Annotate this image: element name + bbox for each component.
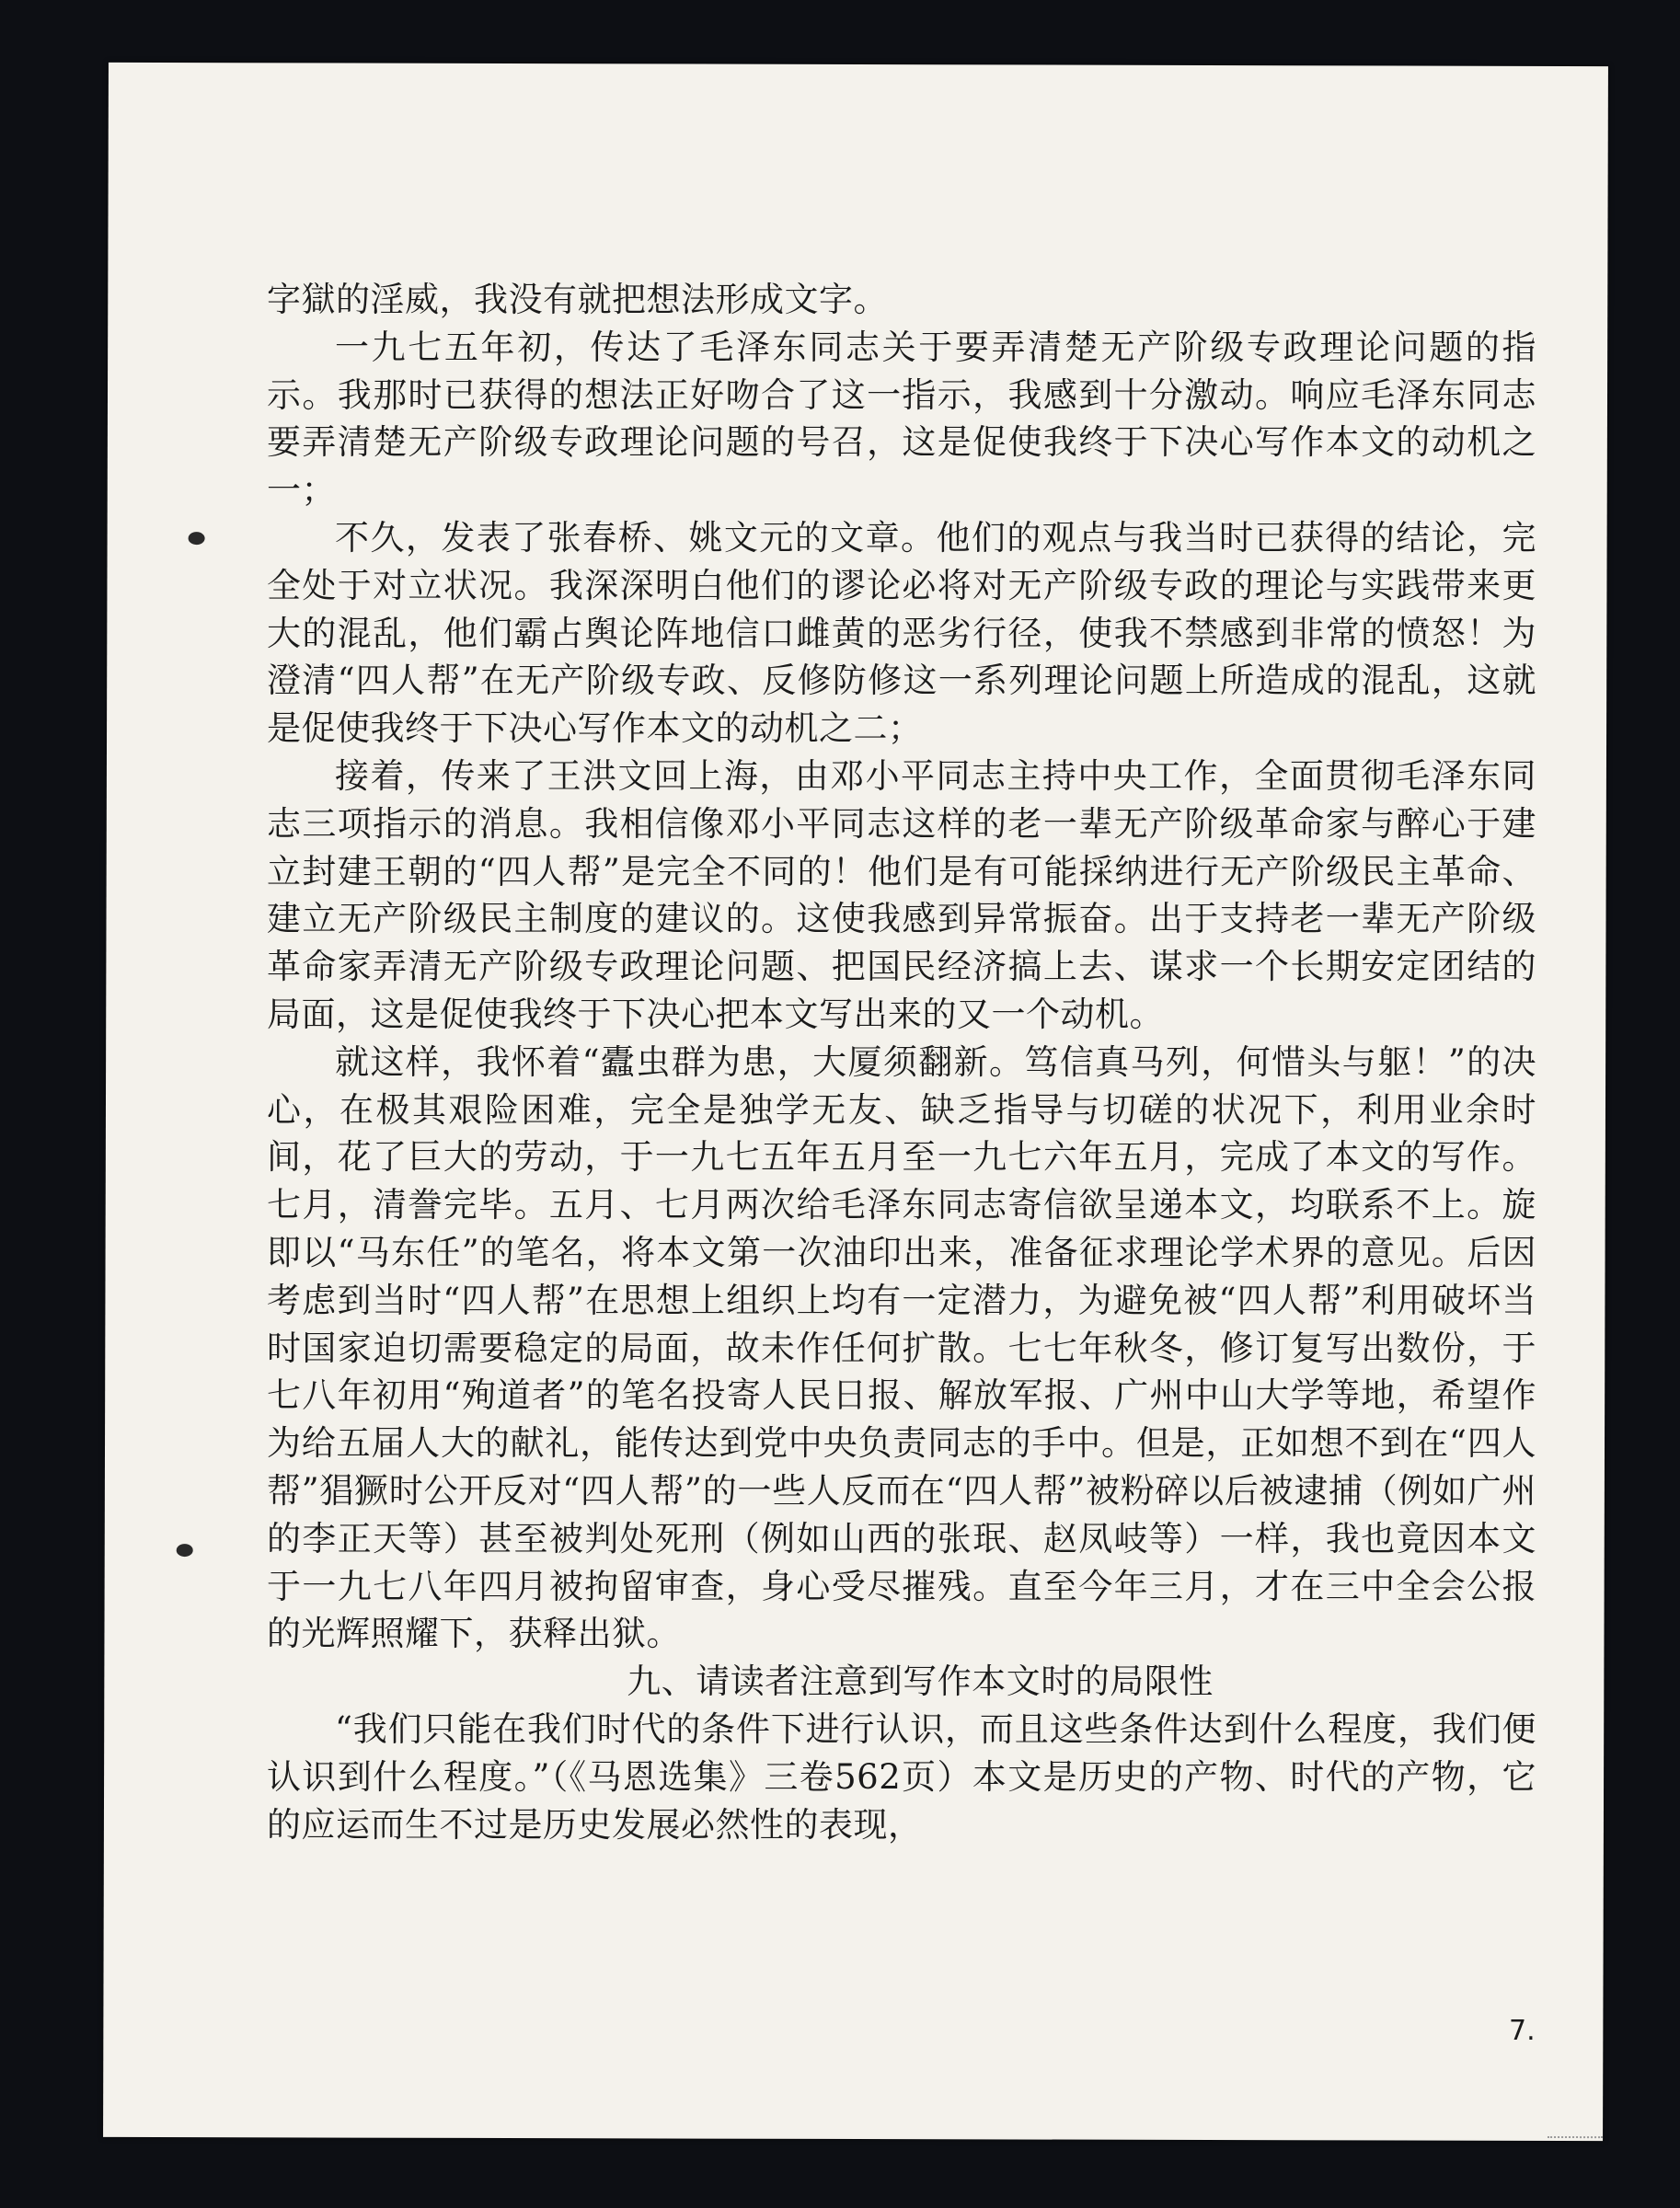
closing-paragraph: “我们只能在我们时代的条件下进行认识，而且这些条件达到什么程度，我们便认识到什么程度。”（《马恩选集》三卷562页）本文是历史的产物、时代的产物，它的应运而生不过是历史发展必然性的表现， bbox=[267, 1708, 1536, 1845]
paragraph: 一九七五年初，传达了毛泽东同志关于要弄清楚无产阶级专政理论问题的指示。我那时已获得的想法正好吻合了这一指示，我感到十分激动。响应毛泽东同志要弄清楚无产阶级专政理论问题的号召，这是促使我终于下决心写作本文的动机之一； bbox=[267, 327, 1536, 511]
punch-hole bbox=[189, 532, 205, 545]
page-number: 7. bbox=[1509, 2015, 1536, 2047]
paragraph: 接着，传来了王洪文回上海，由邓小平同志主持中央工作，全面贯彻毛泽东同志三项指示的消息。我相信像邓小平同志这样的老一辈无产阶级革命家与醉心于建立封建王朝的“四人帮”是完全不同的！他们是有可能採纳进行无产阶级民主革命、建立无产阶级民主制度的建议的。这使我感到异常振奋。出于支持老一辈无产阶级革命家弄清无产阶级专政理论问题、把国民经济搞上去、谋求一个长期安定团结的局面，这是促使我终于下决心把本文写出来的又一个动机。 bbox=[267, 755, 1536, 1034]
paragraph: 字獄的淫威，我没有就把想法形成文字。 bbox=[267, 280, 888, 319]
paragraph: 不久，发表了张春桥、姚文元的文章。他们的观点与我当时已获得的结论，完全处于对立状况。我深深明白他们的谬论必将对无产阶级专政的理论与实践带来更大的混乱，他们霸占舆论阵地信口雌黄的恶劣行径，使我不禁感到非常的愤怒！为澄清“四人帮”在无产阶级专政、反修防修这一系列理论问题上所造成的混乱，这就是促使我终于下决心写作本文的动机之二； bbox=[267, 517, 1536, 749]
manuscript-body bbox=[267, 276, 1536, 1848]
edge-mark bbox=[1548, 2136, 1603, 2140]
section-heading: 九、请读者注意到写作本文时的局限性 bbox=[627, 1662, 1214, 1702]
punch-hole bbox=[177, 1544, 193, 1557]
paragraph: 就这样，我怀着“蠹虫群为患，大厦须翻新。笃信真马列，何惜头与躯！”的决心，在极其艰险困难，完全是独学无友、缺乏指导与切磋的状况下，利用业余时间，花了巨大的劳动，于一九七五年五月至一九七六年五月，完成了本文的写作。七月，清誊完毕。五月、七月两次给毛泽东同志寄信欲呈递本文，均联系不上。旋即以“马东任”的笔名，将本文第一次油印出来，准备征求理论学术界的意见。后因考虑到当时“四人帮”在思想上组织上均有一定潜力，为避免被“四人帮”利用破坏当时国家迫切需要稳定的局面，故未作任何扩散。七七年秋冬，修订复写出数份，于七八年初用“殉道者”的笔名投寄人民日报、解放军报、广州中山大学等地，希望作为给五届人大的献礼，能传达到党中央负责同志的手中。但是，正如想不到在“四人帮”猖獗时公开反对“四人帮”的一些人反而在“四人帮”被粉碎以后被逮捕（例如广州的李正天等）甚至被判处死刑（例如山西的张珉、赵凤岐等）一样，我也竟因本文于一九七八年四月被拘留审查，身心受尽摧残。直至今年三月，才在三中全会公报的光辉照耀下，获释出狱。 bbox=[267, 1041, 1536, 1654]
